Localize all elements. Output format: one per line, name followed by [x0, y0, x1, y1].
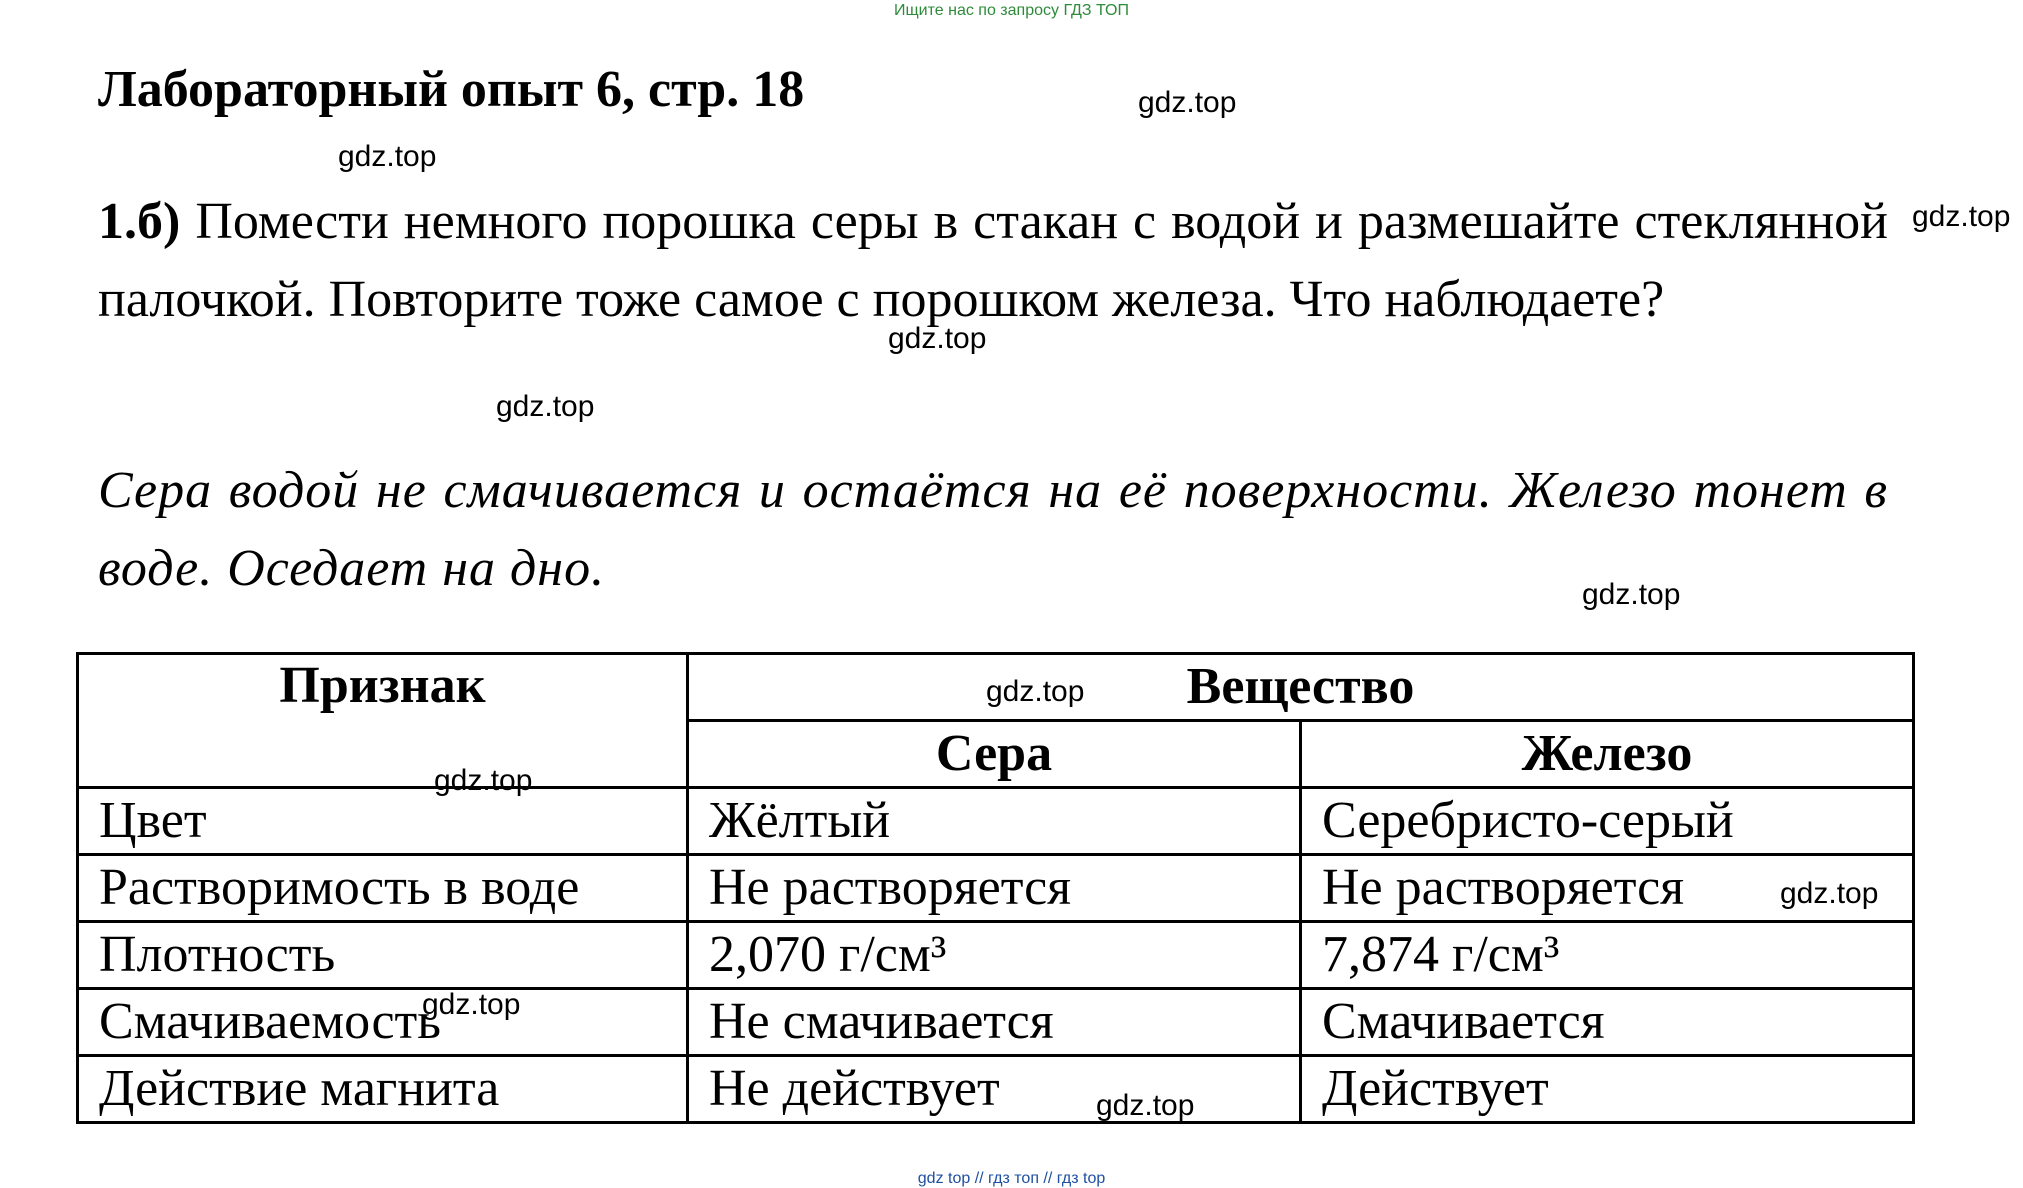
row-sulfur: Жёлтый	[688, 788, 1301, 855]
watermark: gdz.top	[1138, 86, 1237, 119]
watermark: gdz.top	[986, 675, 1085, 708]
watermark: gdz.top	[1912, 200, 2011, 233]
row-iron: Смачивается	[1301, 989, 1914, 1056]
watermark: gdz.top	[422, 988, 521, 1021]
table-row	[78, 922, 1914, 989]
row-sulfur: 2,070 г/см³	[688, 922, 1301, 989]
top-note: Ищите нас по запросу ГДЗ ТОП	[894, 2, 1129, 19]
table-row	[78, 788, 1914, 855]
row-feature: Цвет	[78, 788, 688, 855]
header-substance: Вещество	[688, 654, 1914, 721]
row-iron: Серебристо-серый	[1301, 788, 1914, 855]
row-iron: 7,874 г/см³	[1301, 922, 1914, 989]
answer-text: Сера водой не смачивается и остаётся на её поверхности. Железо тонет в воде. Оседает на дно.	[98, 462, 1888, 597]
table-row	[78, 989, 1914, 1056]
watermark: gdz.top	[1582, 578, 1681, 611]
row-feature: Смачиваемость	[78, 989, 688, 1056]
watermark: gdz.top	[888, 322, 987, 355]
header-sulfur: Сера	[688, 721, 1301, 788]
table-row	[78, 855, 1914, 922]
row-feature: Плотность	[78, 922, 688, 989]
row-iron: Действует	[1301, 1056, 1914, 1123]
watermark: gdz.top	[338, 140, 437, 173]
row-sulfur: Не смачивается	[688, 989, 1301, 1056]
watermark: gdz.top	[434, 764, 533, 797]
row-feature: Действие магнита	[78, 1056, 688, 1123]
header-feature: Признак	[78, 654, 688, 788]
table-row	[78, 1056, 1914, 1123]
watermark: gdz.top	[1096, 1089, 1195, 1122]
task-body: Помести немного порошка серы в стакан с водой и размешайте стеклянной палочкой. Повторите тоже самое с порошком железа. Что наблюдаете?	[98, 193, 1888, 328]
row-sulfur: Не действует	[688, 1056, 1301, 1123]
task-text	[98, 183, 1888, 339]
row-feature: Растворимость в воде	[78, 855, 688, 922]
row-sulfur: Не растворяется	[688, 855, 1301, 922]
footer-note: gdz top // гдз топ // гдз top	[917, 1170, 1106, 1187]
watermark: gdz.top	[1780, 877, 1879, 910]
task-number: 1.б)	[98, 193, 181, 250]
properties-table	[76, 652, 1915, 1124]
page-title: Лабораторный опыт 6, стр. 18	[98, 61, 805, 118]
header-iron: Железо	[1301, 721, 1914, 788]
watermark: gdz.top	[496, 390, 595, 423]
row-iron: Не растворяется	[1301, 855, 1914, 922]
